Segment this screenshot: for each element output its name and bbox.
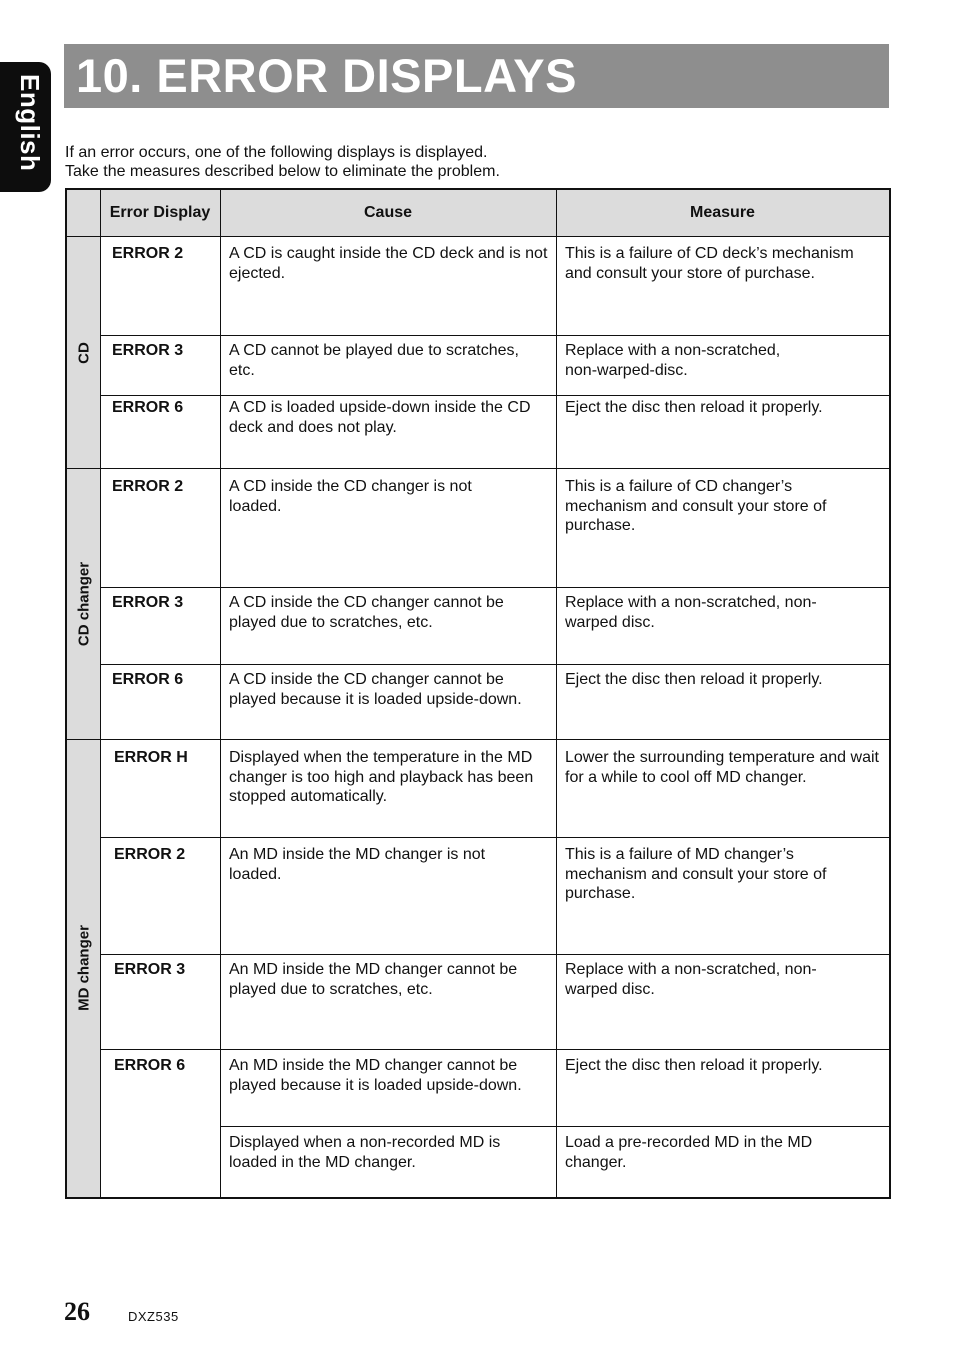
group-label-cd: CD [75,341,92,364]
measure-text: Replace with a non-scratched, non-warped disc. [565,961,817,998]
row-rule [100,587,889,588]
error-code: ERROR 6 [112,671,184,688]
group-md-changer [67,739,100,1197]
header-measure: Measure [556,190,889,237]
measure-text: Eject the disc then reload it properly. [565,399,823,416]
cause-text: A CD is caught inside the CD deck and is not ejected. [229,245,548,282]
error-code: ERROR 3 [114,961,186,978]
measure-text: Eject the disc then reload it properly. [565,671,823,688]
header-error-display: Error Display [100,190,220,237]
column-rule [220,190,221,1197]
header-cause: Cause [220,190,556,237]
measure-text: Replace with a non-scratched, non-warped disc. [565,594,817,631]
error-code: ERROR H [114,749,188,766]
row-rule [100,1049,889,1050]
measure-text: This is a failure of CD deck’s mechanism and consult your store of purchase. [565,245,854,282]
language-label: English [15,74,45,172]
cause-text: Displayed when the temperature in the MD changer is too high and playback has been stopped automatically. [229,749,534,805]
intro-line-1: If an error occurs, one of the following displays is displayed. [65,144,488,161]
group-cd-changer [67,468,100,739]
cause-text: A CD inside the CD changer cannot be played due to scratches, etc. [229,594,504,631]
row-rule [100,395,889,396]
model-name: DXZ535 [128,1309,179,1324]
error-code: ERROR 3 [112,342,184,359]
row-rule [100,335,889,336]
cause-text: An MD inside the MD changer cannot be played because it is loaded upside-down. [229,1057,522,1094]
language-tab [0,62,51,192]
group-rule [67,739,889,740]
group-label-md-changer: MD changer [75,925,92,1011]
cause-text: An MD inside the MD changer cannot be played due to scratches, etc. [229,961,518,998]
row-rule [100,664,889,665]
group-rule [67,468,889,469]
cause-text: Displayed when a non-recorded MD is loaded in the MD changer. [229,1134,501,1171]
cause-text: A CD inside the CD changer cannot be played because it is loaded upside-down. [229,671,522,708]
error-code: ERROR 2 [112,478,184,495]
measure-text: Eject the disc then reload it properly. [565,1057,823,1074]
intro-line-2: Take the measures described below to eliminate the problem. [65,163,500,180]
measure-text: This is a failure of MD changer’s mechanism and consult your store of purchase. [565,846,827,902]
cause-text: A CD inside the CD changer is not loaded. [229,478,472,515]
measure-text: Load a pre-recorded MD in the MD changer. [565,1134,813,1171]
measure-text: Replace with a non-scratched, non-warped-disc. [565,342,781,379]
group-cd [67,237,100,468]
cause-text: An MD inside the MD changer is not loaded. [229,846,486,883]
error-code: ERROR 2 [114,846,186,863]
measure-text: This is a failure of CD changer’s mechanism and consult your store of purchase. [565,478,827,534]
page-title: 10. ERROR DISPLAYS [76,49,577,102]
row-rule [100,954,889,955]
error-table [65,188,891,1199]
page-number: 26 [64,1297,90,1326]
section-title-bar [64,44,889,108]
error-code: ERROR 3 [112,594,184,611]
row-rule [220,1126,889,1127]
group-label-cd-changer: CD changer [75,561,92,646]
cause-text: A CD cannot be played due to scratches, etc. [229,342,519,379]
cause-text: A CD is loaded upside-down inside the CD deck and does not play. [229,399,531,436]
intro-text [65,143,500,181]
column-rule [556,190,557,1197]
column-rule [100,190,101,1197]
error-code: ERROR 2 [112,245,184,262]
error-code: ERROR 6 [114,1057,186,1074]
error-code: ERROR 6 [112,399,184,416]
measure-text: Lower the surrounding temperature and wait for a while to cool off MD changer. [565,749,879,786]
row-rule [100,837,889,838]
